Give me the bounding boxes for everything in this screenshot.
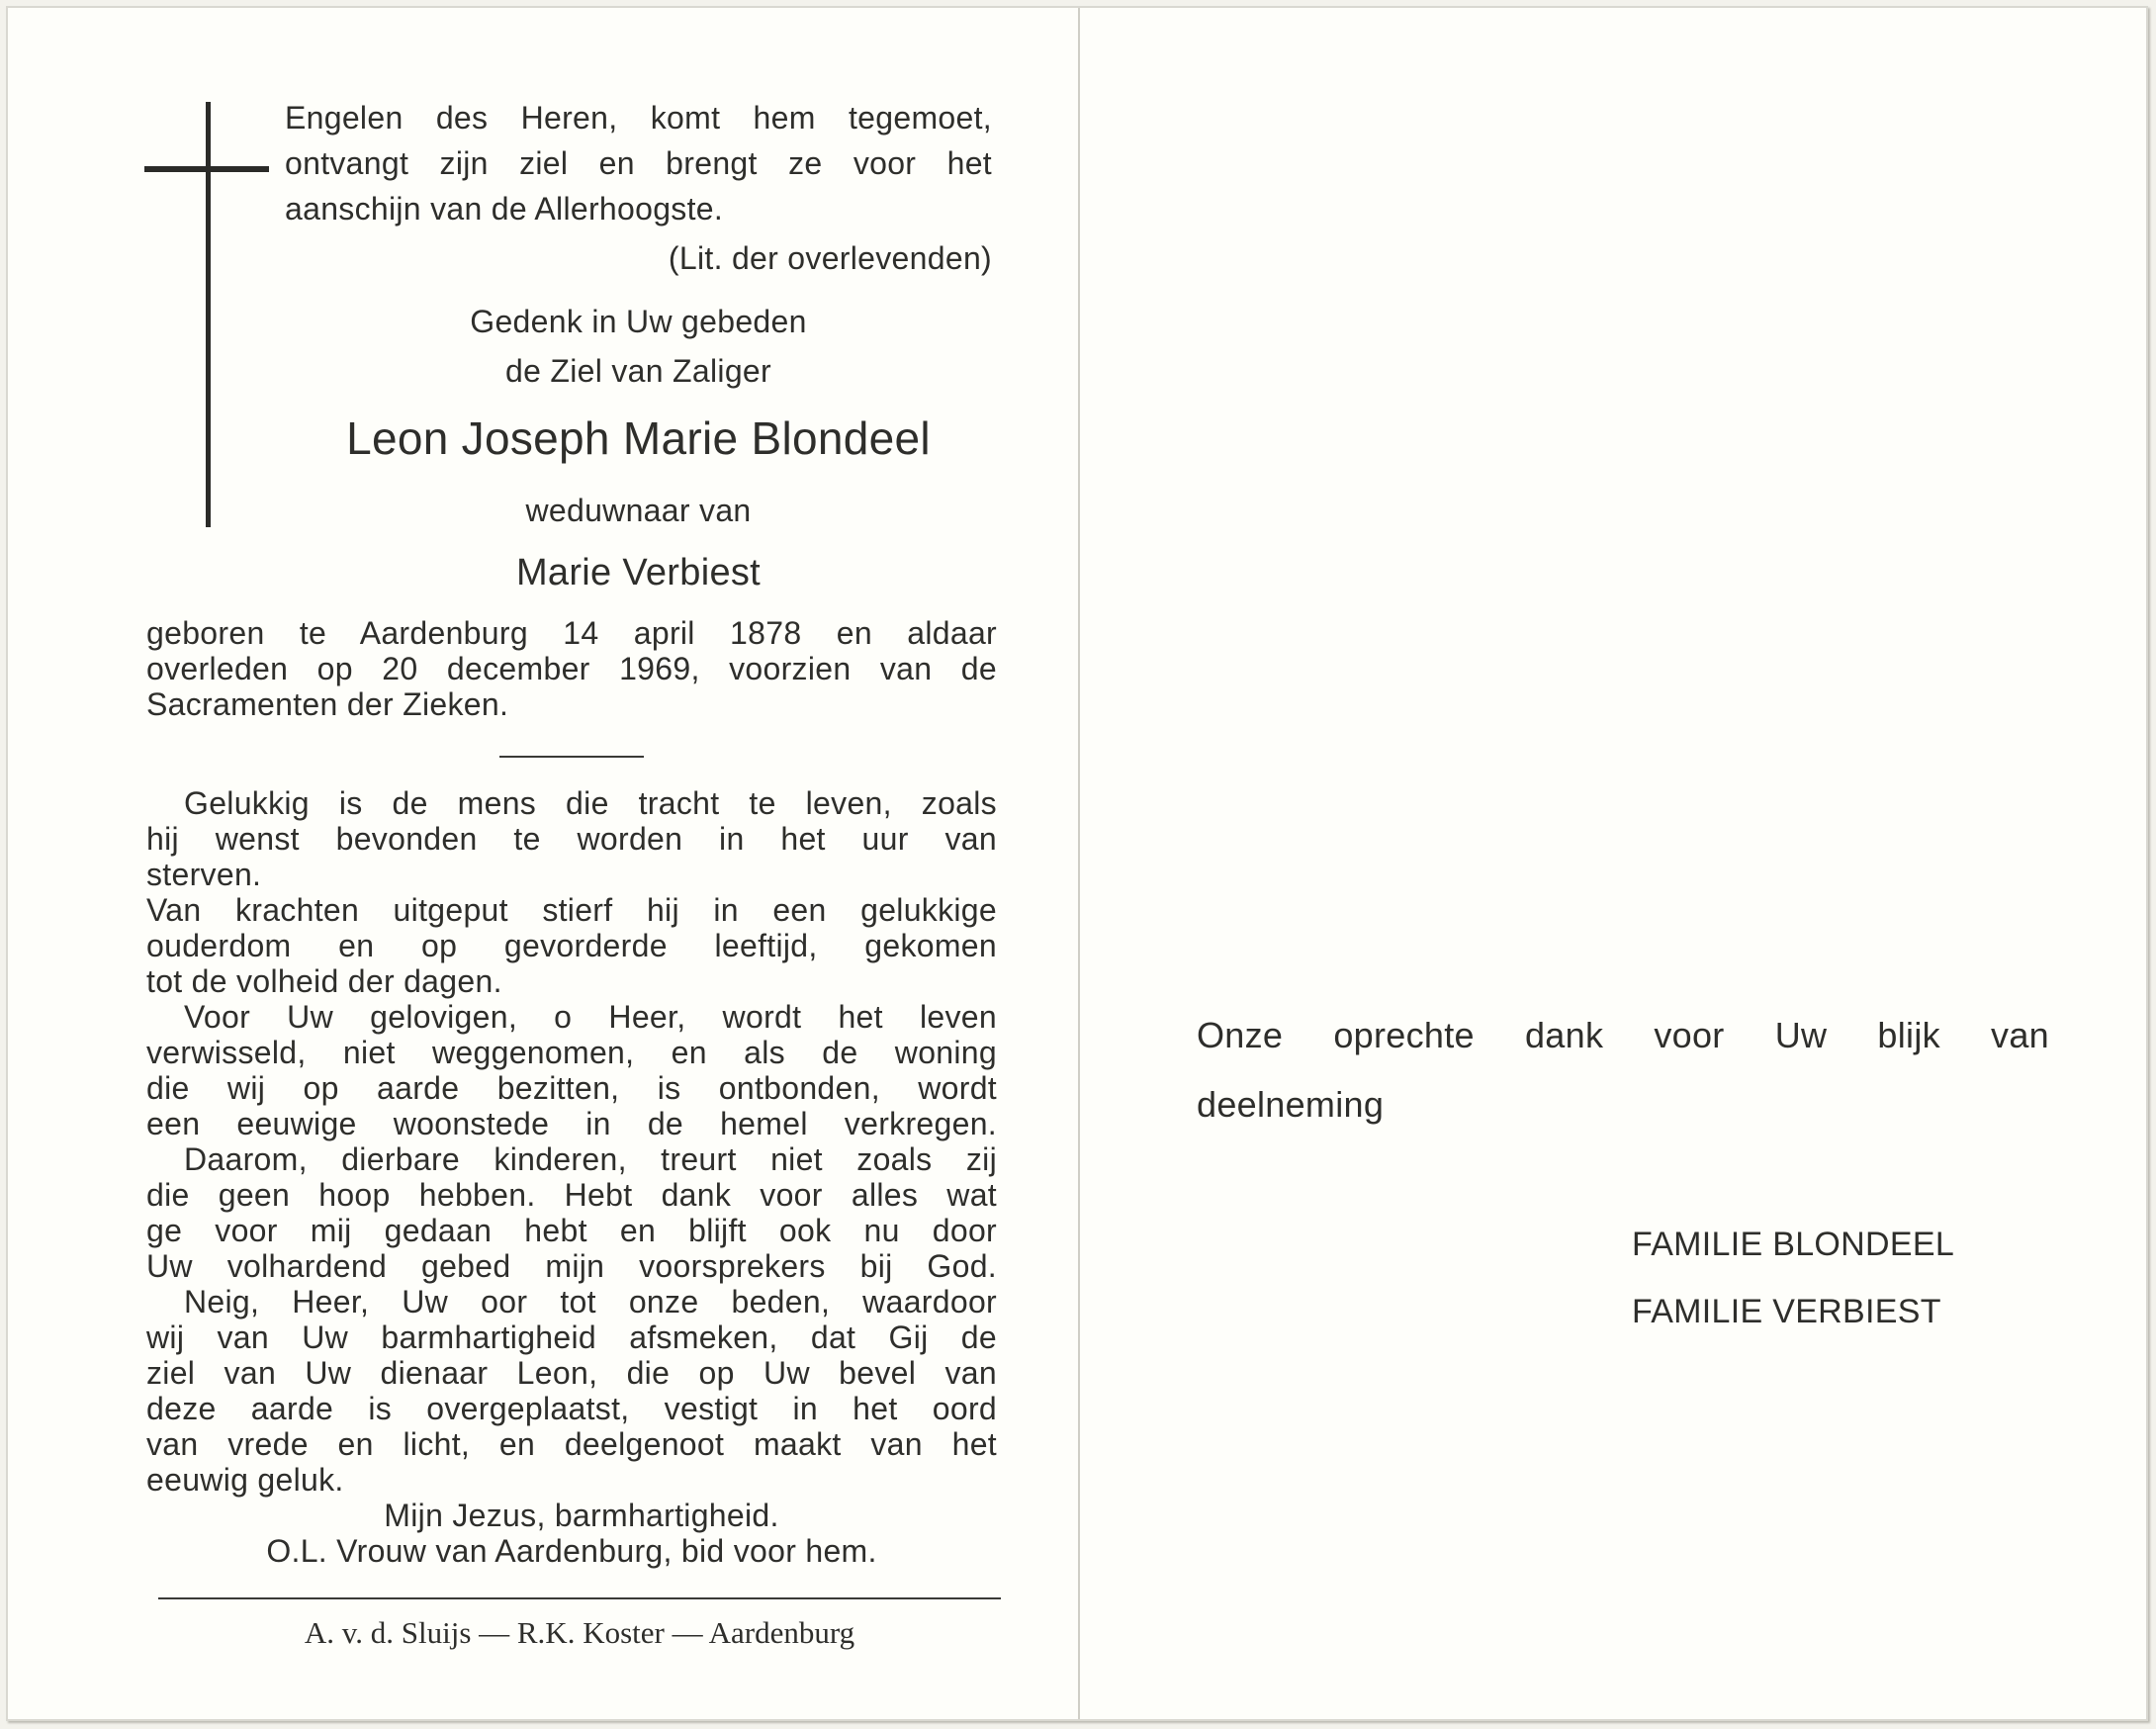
invocation-line: O.L. Vrouw van Aardenburg, bid voor hem. [266, 1533, 877, 1569]
text-line: Voor Uw gelovigen, o Heer, wordt het leven [184, 999, 997, 1035]
text-line: Van krachten uitgeput stierf hij in een gelukkige [146, 892, 997, 928]
text-line: deze aarde is overgeplaatst, vestigt in het oord [146, 1391, 997, 1426]
text-line: die wij op aarde bezitten, is ontbonden, wordt [146, 1070, 997, 1106]
bio-line: overleden op 20 december 1969, voorzien van de [146, 651, 997, 686]
text-line: Daarom, dierbare kinderen, treurt niet zoals zij [184, 1141, 997, 1177]
text-line: hij wenst bevonden te worden in het uur van [146, 821, 997, 857]
verse-line: aanschijn van de Allerhoogste. [285, 191, 724, 227]
memorial-card [6, 6, 2148, 1721]
verse-line: Engelen des Heren, komt hem tegemoet, [285, 100, 992, 136]
remember-line: de Ziel van Zaliger [505, 353, 771, 389]
spouse-name: Marie Verbiest [515, 552, 762, 593]
text-line: die geen hoop hebben. Hebt dank voor alles wat [146, 1177, 997, 1213]
right-panel [1082, 8, 2146, 1719]
deceased-name: Leon Joseph Marie Blondeel [346, 412, 931, 464]
opening-verse [285, 95, 992, 281]
text-line: eeuwig geluk. [146, 1462, 344, 1498]
fold-line [1078, 8, 1080, 1719]
text-line: Uw volhardend gebed mijn voorsprekers bij God. [146, 1248, 997, 1284]
bio-line: geboren te Aardenburg 14 april 1878 en aldaar [146, 615, 997, 651]
text-line: verwisseld, niet weggenomen, en als de woning [146, 1035, 997, 1070]
thanks-line: deelneming [1197, 1084, 1385, 1125]
text-line: wij van Uw barmhartigheid afsmeken, dat Gij de [146, 1320, 997, 1355]
relation-text: weduwnaar van [525, 493, 752, 528]
family-name: FAMILIE BLONDEEL [1632, 1226, 1955, 1263]
thanks-message [1197, 1001, 2049, 1139]
biography [146, 615, 997, 722]
text-line: ouderdom en op gevorderde leeftijd, gekomen [146, 928, 997, 963]
text-line: tot de volheid der dagen. [146, 963, 502, 999]
remember-line: Gedenk in Uw gebeden [470, 304, 807, 339]
cross-icon-bar [144, 166, 269, 172]
text-line: sterven. [146, 857, 262, 892]
bio-line: Sacramenten der Zieken. [146, 686, 509, 722]
invocation-line: Mijn Jezus, barmhartigheid. [384, 1498, 779, 1533]
prayer-text [146, 785, 997, 1569]
left-panel [8, 8, 1076, 1719]
footer-rule [158, 1597, 1001, 1599]
text-line: ziel van Uw dienaar Leon, die op Uw bevel van [146, 1355, 997, 1391]
printer-credit: A. v. d. Sluijs — R.K. Koster — Aardenburg [304, 1615, 855, 1650]
text-line: ge voor mij gedaan hebt en blijft ook nu door [146, 1213, 997, 1248]
separator [499, 756, 644, 758]
verse-source: (Lit. der overlevenden) [668, 240, 992, 276]
remember-heading [285, 299, 992, 398]
verse-line: ontvangt zijn ziel en brengt ze voor het [285, 145, 992, 181]
text-line: Neig, Heer, Uw oor tot onze beden, waardoor [184, 1284, 997, 1320]
family-name: FAMILIE VERBIEST [1632, 1293, 1941, 1330]
text-line: van vrede en licht, en deelgenoot maakt van het [146, 1426, 997, 1462]
text-line: Gelukkig is de mens die tracht te leven, zoals [184, 785, 997, 821]
thanks-line: Onze oprechte dank voor Uw blijk van [1197, 1015, 2049, 1055]
family-signatures [1632, 1211, 1954, 1345]
text-line: een eeuwige woonstede in de hemel verkregen. [146, 1106, 997, 1141]
